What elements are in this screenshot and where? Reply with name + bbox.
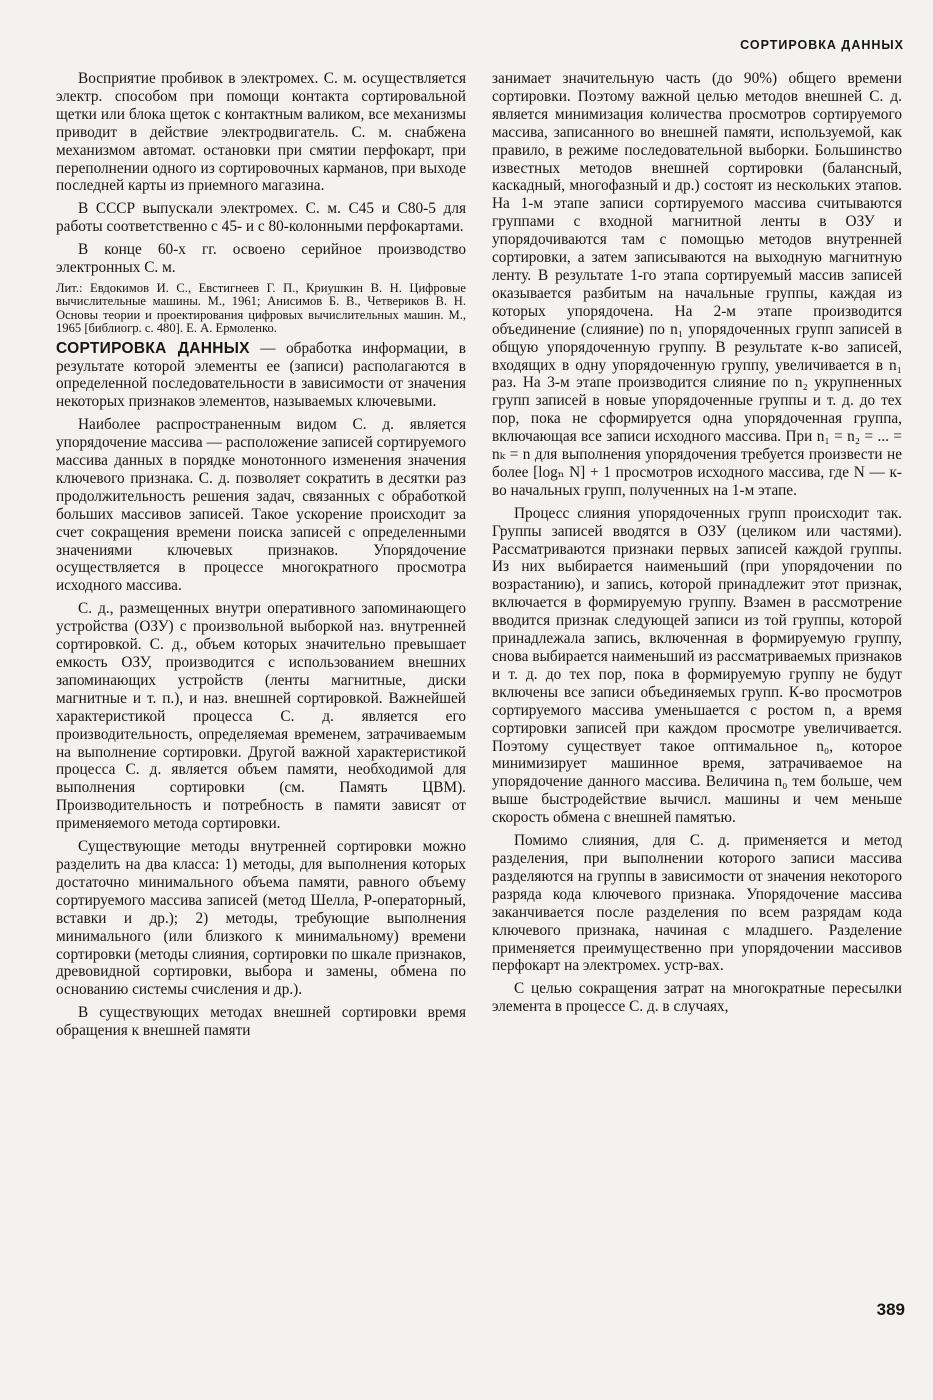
page-number: 389 xyxy=(876,1300,905,1319)
paragraph: Восприятие пробивок в электромех. С. м. осуществляется электр. способом при помощи контакта сортировальной щетки или блока щеток с контактным валиком, все механизмы приводит в действие электродвигатель. С. м. снабжена механизмом автомат. остановки при смятии перфокарт, при переполнении одного из сортировочных карманов, при выходе последней карты из приемного магазина. xyxy=(56,70,466,195)
article-definition xyxy=(56,340,466,412)
definition-text: — обработка информации, в результате которой элементы ее (записи) располагаются в определенной последовательности в зависимости от значения некоторых признаков элементов, называемых ключевыми. xyxy=(56,339,466,411)
paragraph: В конце 60-х гг. освоено серийное производство электронных С. м. xyxy=(56,241,466,277)
paragraph: Наиболее распространенным видом С. д. является упорядочение массива — расположение записей сортируемого массива данных в порядке монотонного изменения значения ключевого признака. С. д. позволяет сократить в десятки раз продолжительность решения задач, связанных с обработкой больших массивов записей. Такое ускорение происходит за счет сокращения времени поиска записей с определенными значениями ключевых признаков. Упорядочение осуществляется в процессе многократного просмотра исходного массива. xyxy=(56,416,466,595)
paragraph: занимает значительную часть (до 90%) общего времени сортировки. Поэтому важной целью методов внешней С. д. является минимизация количества просмотров сортируемого массива, записанного во внешней памяти, используемой, как правило, в режиме последовательной выборки. Большинство известных методов внешней сортировки (балансный, каскадный, многофазный и др.) состоят из нескольких этапов. На 1-м этапе записи сортируемого массива считываются группами с входной магнитной ленты в ОЗУ и упорядочиваются там с помощью методов внутренней сортировки, а затем записываются на выходную магнитную ленту. В результате 1-го этапа сортируемый массив записей оказывается разбитым на начальные группы, каждая из которых упорядочена. На 2-м этапе производится объединение (слияние) по n₁ упорядоченных групп записей в общую упорядоченную группу. В результате к-во записей, входящих в одну упорядоченную группу, увеличивается в n₁ раз. На 3-м этапе производится слияние по n₂ укрупненных групп записей в новые упорядоченные группы и т. д. до тех пор, пока не сформируется одна упорядоченная группа, включающая все записи исходного массива. При n₁ = n₂ = ... = nₖ = n для выполнения упорядочения требуется произвести не более [logₙ N] + 1 просмотров исходного массива, где N — к-во начальных групп, полученных на 1-м этапе. xyxy=(492,70,902,499)
right-column xyxy=(492,70,902,1021)
paragraph: В СССР выпускали электромех. С. м. С45 и С80-5 для работы соответственно с 45- и с 80-колонными перфокартами. xyxy=(56,200,466,236)
running-header: СОРТИРОВКА ДАННЫХ xyxy=(740,38,904,52)
paragraph: С целью сокращения затрат на многократные пересылки элемента в процессе С. д. в случаях, xyxy=(492,980,902,1016)
article-term: СОРТИРОВКА ДАННЫХ xyxy=(56,339,250,357)
paragraph: Процесс слияния упорядоченных групп происходит так. Группы записей вводятся в ОЗУ (целиком или частями). Рассматриваются признаки первых записей каждой группы. Из них выбирается наименьший (при упорядочении по возрастанию), и запись, которой принадлежит этот признак, включается в формируемую группу. Взамен в рассмотрение вводится признак следующей записи из той группы, которой принадлежала запись, включенная в формируемую группу, снова выбирается наименьший из рассматриваемых признаков и т. д. до тех пор, пока в формируемую группу не будут включены все записи объединяемых групп. К-во просмотров сортируемого массива уменьшается с ростом n, а время сортировки записей при каждом просмотре увеличивается. Поэтому существует такое оптимальное n₀, которое минимизирует машинное время, затрачиваемое на упорядочение данного массива. Величина n₀ тем больше, чем выше быстродействие вычисл. машины и чем меньше скорость обмена с внешней памятью. xyxy=(492,504,902,827)
paragraph: В существующих методах внешней сортировки время обращения к внешней памяти xyxy=(56,1004,466,1040)
paragraph: Помимо слияния, для С. д. применяется и метод разделения, при выполнении которого записи массива разделяются на группы в зависимости от значения некоторого разряда кода ключевого признака. Упорядочение массива заканчивается после разделения по всем разрядам кода ключевого признака, начиная с младшего. Разделение применяется преимущественно при упорядочении массивов перфокарт на электромех. устр-вах. xyxy=(492,832,902,975)
left-column xyxy=(56,70,466,1045)
paragraph: Существующие методы внутренней сортировки можно разделить на два класса: 1) методы, для выполнения которых достаточно минимального объема памяти, равного объему сортируемого массива записей (метод Шелла, Р-операторный, вставки и др.); 2) методы, требующие выполнения минимального (или близкого к минимальному) времени сортировки (методы слияния, сортировки по шкале признаков, древовидной сортировки, выбора и замены, обмена по основанию системы счисления и др.). xyxy=(56,838,466,999)
literature-reference: Лит.: Евдокимов И. С., Евстигнеев Г. П., Криушкин В. Н. Цифровые вычислительные машины. М., 1961; Анисимов Б. В., Четвериков В. Н. Основы теории и проектирования цифровых вычислительных машин. М., 1965 [библиогр. с. 480]. Е. А. Ермоленко. xyxy=(56,280,466,336)
paragraph: С. д., размещенных внутри оперативного запоминающего устройства (ОЗУ) с произвольной выборкой наз. внутренней сортировкой. С. д., объем которых значительно превышает емкость ОЗУ, производится с использованием внешних запоминающих устройств (ленты магнитные, диски магнитные и т. п.), и наз. внешней сортировкой. Важнейшей характеристикой процесса С. д. является его производительность, определяемая временем, затрачиваемым на выполнение сортировки. Другой важной характеристикой процесса С. д. является объем памяти, необходимой для выполнения сортировки (см. Память ЦВМ). Производительность и потребность в памяти зависят от применяемого метода сортировки. xyxy=(56,600,466,833)
